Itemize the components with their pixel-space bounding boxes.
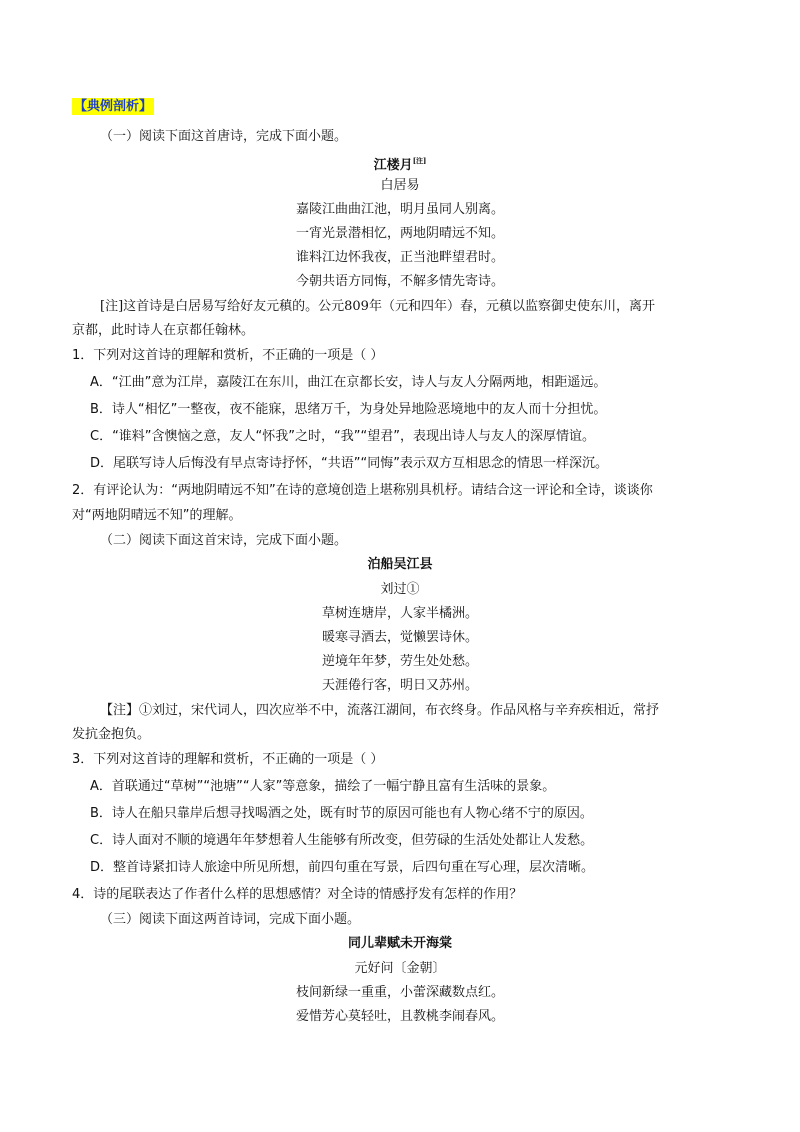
q1-option-c: C．“谁料”含懊恼之意，友人“怀我”之时，“我”“望君”，表现出诗人与友人的深厚情谊。	[90, 429, 595, 444]
poem1-author: 白居易	[380, 178, 420, 193]
part2-intro: （二）阅读下面这首宋诗，完成下面小题。	[100, 533, 348, 548]
section-title: 【典例剖析】	[74, 99, 153, 114]
poem2-note-cont: 发抗金抱负。	[72, 727, 151, 742]
poem3-title: 同儿辈赋未开海棠	[347, 936, 452, 951]
poem2-line: 暖寒寻酒去，觉懒罢诗休。	[321, 630, 478, 645]
q1-option-a: A．“江曲”意为江岸，嘉陵江在东川，曲江在京都长安，诗人与友人分隔两地，相距遥远。	[90, 375, 607, 390]
poem1-note-cont: 京都，此时诗人在京都任翰林。	[72, 323, 255, 338]
question-2: 2．有评论认为：“两地阴晴远不知”在诗的意境创造上堪称别具机杼。请结合这一评论和全诗，谈谈你	[72, 483, 653, 498]
poem1-note: [注]这首诗是白居易写给好友元稹的。公元809年（元和四年）春，元稹以监察御史使东川，离开	[100, 299, 655, 314]
poem3-line: 爱惜芳心莫轻吐，且教桃李闹春风。	[295, 1009, 504, 1024]
poem2-note: 【注】①刘过，宋代词人，四次应举不中，流落江湖间，布衣终身。作品风格与辛弃疾相近，常抒	[100, 703, 660, 718]
poem1-line: 今朝共语方同悔，不解多情先寄诗。	[295, 274, 504, 289]
poem1-title: 江楼月[注]	[373, 156, 427, 173]
poem2-line: 逆境年年梦，劳生处处愁。	[321, 654, 478, 669]
poem2-line: 天涯倦行客，明日又苏州。	[321, 678, 478, 693]
poem2-line: 草树连塘岸，人家半橘洲。	[321, 606, 478, 621]
poem3-line: 枝间新绿一重重，小蕾深藏数点红。	[295, 985, 504, 1000]
poem2-title: 泊船吴江县	[367, 557, 433, 572]
poem2-author: 刘过①	[380, 582, 420, 597]
part3-intro: （三）阅读下面这两首诗词，完成下面小题。	[100, 912, 361, 927]
q1-option-b: B．诗人“相忆”一整夜，夜不能寐，思绪万千，为身处异地险恶境地中的友人而十分担忧。	[90, 402, 607, 417]
poem1-line: 一宵光景潜相忆，两地阴晴远不知。	[295, 226, 504, 241]
q3-option-a: A．首联通过“草树”“池塘”“人家”等意象，描绘了一幅宁静且富有生活味的景象。	[90, 779, 556, 794]
poem1-note-marker: [注]	[412, 156, 427, 165]
poem1-line: 谁料江边怀我夜，正当池畔望君时。	[295, 250, 504, 265]
part1-intro: （一）阅读下面这首唐诗，完成下面小题。	[100, 129, 348, 144]
question-3: 3．下列对这首诗的理解和赏析，不正确的一项是（ ）	[72, 752, 384, 767]
question-2-cont: 对“两地阴晴远不知”的理解。	[72, 508, 242, 523]
q3-option-b: B．诗人在船只靠岸后想寻找喝酒之处，既有时节的原因可能也有人物心绪不宁的原因。	[90, 806, 593, 821]
question-1: 1．下列对这首诗的理解和赏析，不正确的一项是（ ）	[72, 348, 384, 363]
poem1-line: 嘉陵江曲曲江池，明月虽同人别离。	[295, 202, 504, 217]
question-4: 4．诗的尾联表达了作者什么样的思想感情？对全诗的情感抒发有怎样的作用？	[72, 887, 523, 902]
q3-option-d: D．整首诗紧扣诗人旅途中所见所想，前四句重在写景，后四句重在写心理，层次清晰。	[90, 860, 595, 875]
q1-option-d: D．尾联写诗人后悔没有早点寄诗抒怀，“共语”“同悔”表示双方互相思念的情思一样深沉。	[90, 456, 608, 471]
q3-option-c: C．诗人面对不顺的境遇年年梦想着人生能够有所改变，但劳碌的生活处处都让人发愁。	[90, 833, 594, 848]
poem3-author: 元好问〔金朝〕	[354, 961, 446, 976]
